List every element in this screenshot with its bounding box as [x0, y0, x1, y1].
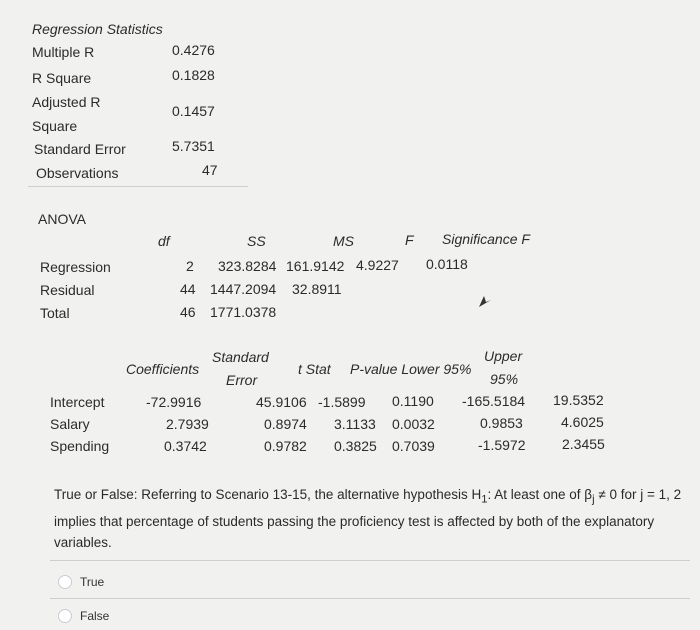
- anova-label-residual: Residual: [40, 282, 95, 298]
- anova-regression-ms: 161.9142: [286, 258, 345, 274]
- question-h-subscript: 1: [481, 493, 488, 506]
- anova-header-df: df: [158, 233, 170, 249]
- regression-statistics-title: Regression Statistics: [32, 21, 163, 37]
- anova-regression-f: 4.9227: [356, 257, 399, 273]
- question-text-part1: True or False: Referring to Scenario 13-15, the alternative hypothesis H: [54, 487, 482, 502]
- coef-label-intercept: Intercept: [50, 394, 105, 410]
- anova-label-total: Total: [40, 305, 70, 321]
- anova-total-ss: 1771.0378: [210, 304, 277, 320]
- anova-total-df: 46: [180, 304, 196, 320]
- option-divider-top: [50, 560, 690, 561]
- stat-value-adjusted-r-square: 0.1457: [172, 103, 215, 119]
- question-text: [54, 484, 684, 553]
- coef-intercept-p: 0.1190: [392, 393, 434, 409]
- coef-spending-lower: -1.5972: [478, 437, 526, 453]
- question-text-part3: ≠ 0 for j = 1, 2 implies that percentage of students passing the proficiency test is affected by both of the explanatory variables.: [54, 487, 682, 550]
- anova-regression-significance: 0.0118: [426, 256, 468, 272]
- anova-header-ss: SS: [247, 233, 266, 249]
- coef-header-t-stat: t Stat: [298, 361, 331, 377]
- stat-label-standard-error: Standard Error: [34, 141, 126, 157]
- coef-header-coefficients: Coefficients: [126, 361, 200, 377]
- anova-residual-ms: 32.8911: [292, 281, 342, 297]
- anova-label-regression: Regression: [40, 259, 111, 275]
- coef-label-spending: Spending: [50, 438, 110, 454]
- coef-label-salary: Salary: [50, 416, 90, 432]
- coef-spending-upper: 2.3455: [562, 436, 605, 452]
- coef-intercept-lower: -165.5184: [462, 393, 526, 409]
- coef-header-upper: Upper: [484, 348, 523, 364]
- coef-salary-p: 0.0032: [392, 416, 435, 432]
- coef-intercept-coef: -72.9916: [146, 394, 202, 410]
- stat-value-r-square: 0.1828: [172, 67, 215, 83]
- question-text-part2: : At least one of β: [487, 487, 593, 502]
- coef-spending-t: 0.3825: [334, 438, 377, 454]
- coef-intercept-upper: 19.5352: [553, 392, 604, 408]
- radio-false[interactable]: [58, 609, 72, 623]
- anova-header-f: F: [405, 232, 414, 248]
- stat-label-r-square: R Square: [32, 70, 92, 86]
- coef-header-error: Error: [226, 372, 258, 388]
- coef-spending-p: 0.7039: [392, 438, 435, 454]
- anova-regression-ss: 323.8284: [218, 258, 277, 274]
- radio-true[interactable]: [58, 575, 72, 589]
- stats-bottom-border: [28, 186, 248, 187]
- mouse-cursor-icon: [478, 294, 492, 308]
- stat-value-multiple-r: 0.4276: [172, 42, 215, 58]
- coef-salary-upper: 4.6025: [561, 414, 604, 430]
- stat-value-standard-error: 5.7351: [172, 138, 215, 154]
- option-true-label: True: [80, 575, 105, 589]
- stat-label-adjusted-r-line2: Square: [32, 118, 78, 134]
- anova-regression-df: 2: [186, 258, 194, 274]
- option-true[interactable]: [58, 572, 258, 594]
- anova-residual-ss: 1447.2094: [210, 281, 277, 297]
- coef-salary-coef: 2.7939: [166, 416, 209, 432]
- coef-salary-t: 3.1133: [334, 416, 376, 432]
- coef-intercept-se: 45.9106: [256, 394, 307, 410]
- stat-label-adjusted-r: Adjusted R: [32, 94, 101, 110]
- coef-spending-se: 0.9782: [264, 438, 307, 454]
- coef-header-p-value-lower: P-value Lower 95%: [350, 361, 472, 377]
- option-false[interactable]: [58, 606, 258, 628]
- coef-spending-coef: 0.3742: [164, 438, 207, 454]
- coef-header-standard: Standard: [212, 349, 269, 365]
- coef-salary-se: 0.8974: [264, 416, 307, 432]
- stat-label-observations: Observations: [36, 165, 119, 181]
- stat-value-observations: 47: [202, 162, 218, 178]
- coef-intercept-t: -1.5899: [318, 394, 366, 410]
- stat-label-multiple-r: Multiple R: [32, 44, 95, 60]
- question-beta-subscript: j: [592, 493, 595, 506]
- anova-header-ms: MS: [333, 233, 354, 249]
- coef-header-95: 95%: [490, 371, 519, 387]
- anova-header-significance-f: Significance F: [442, 231, 530, 247]
- coef-salary-lower: 0.9853: [480, 415, 523, 431]
- anova-residual-df: 44: [180, 281, 196, 297]
- option-divider-middle: [50, 598, 690, 599]
- option-false-label: False: [80, 609, 110, 623]
- anova-title: ANOVA: [38, 211, 86, 227]
